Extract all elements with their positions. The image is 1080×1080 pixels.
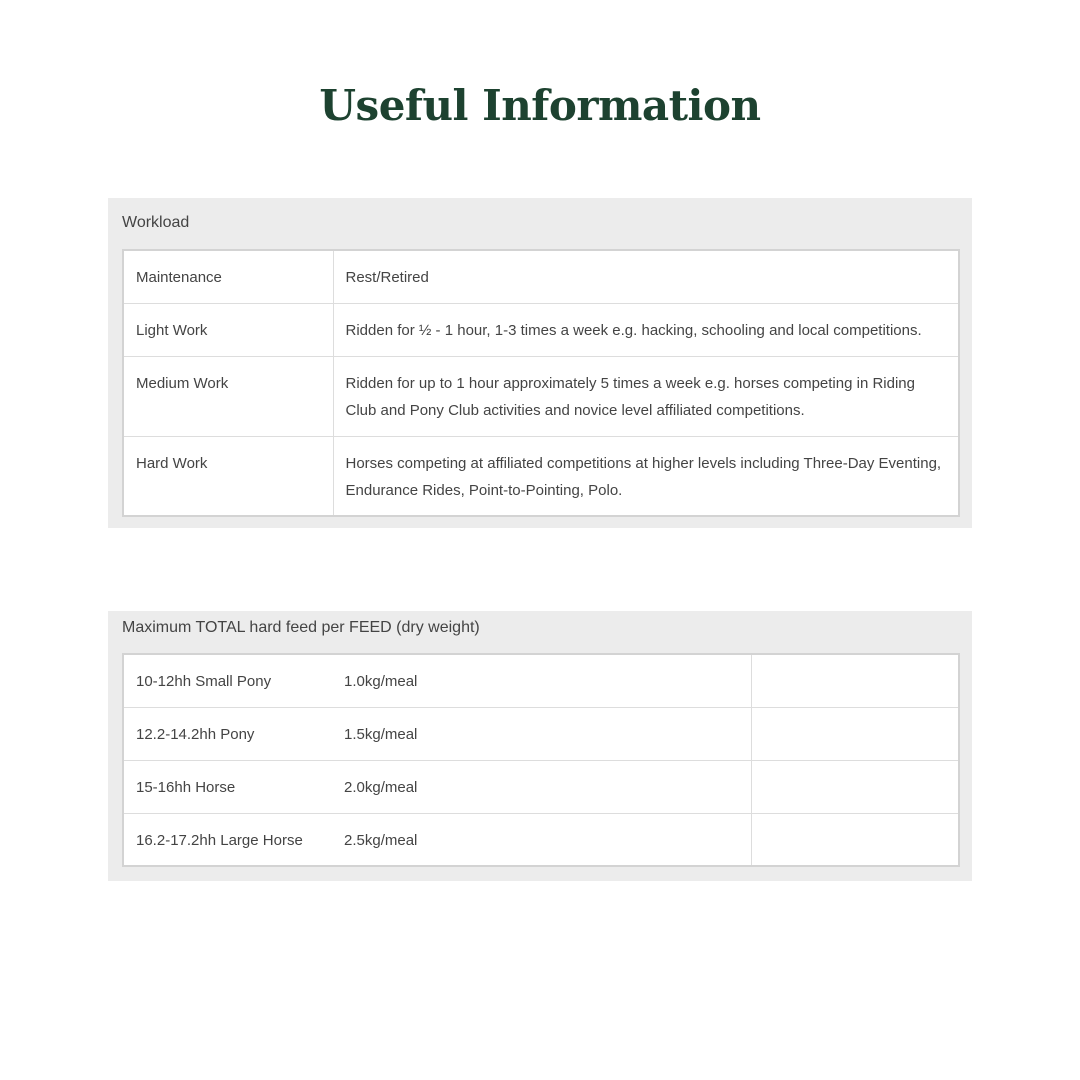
workload-table <box>122 249 960 517</box>
workload-description: Ridden for ½ - 1 hour, 1-3 times a week e.g. hacking, schooling and local competitions. <box>333 303 959 356</box>
feed-heading: Maximum TOTAL hard feed per FEED (dry weight) <box>122 619 480 636</box>
page-title: Useful Information <box>319 81 761 130</box>
feed-amount: 2.0kg/meal <box>332 760 751 813</box>
workload-description: Horses competing at affiliated competitions at higher levels including Three-Day Eventing, Endurance Rides, Point-to-Pointing, Polo. <box>333 436 959 516</box>
table-row <box>123 303 959 356</box>
feed-size: 15-16hh Horse <box>123 760 332 813</box>
table-row <box>123 760 959 813</box>
feed-amount: 1.0kg/meal <box>344 673 418 690</box>
table-row <box>123 707 959 760</box>
workload-description: Rest/Retired <box>345 269 429 286</box>
feed-amount: 2.5kg/meal <box>332 813 751 866</box>
workload-name: Medium Work <box>123 356 333 436</box>
workload-name: Maintenance <box>123 250 333 303</box>
table-row <box>123 654 959 707</box>
feed-size: 12.2-14.2hh Pony <box>123 707 332 760</box>
table-row <box>123 250 959 303</box>
feed-size: 10-12hh Small Pony <box>136 673 272 690</box>
feed-table <box>122 653 960 867</box>
table-row <box>123 813 959 866</box>
table-row <box>123 436 959 516</box>
empty-cell <box>751 760 959 813</box>
workload-name: Hard Work <box>123 436 333 516</box>
feed-size: 16.2-17.2hh Large Horse <box>123 813 332 866</box>
feed-panel <box>108 611 972 881</box>
table-row <box>123 356 959 436</box>
workload-name: Light Work <box>123 303 333 356</box>
workload-heading: Workload <box>122 214 190 231</box>
feed-amount: 1.5kg/meal <box>332 707 751 760</box>
empty-cell <box>751 813 959 866</box>
empty-cell <box>751 707 959 760</box>
workload-description: Ridden for up to 1 hour approximately 5 times a week e.g. horses competing in Riding Club and Pony Club activities and novice level affiliated competitions. <box>333 356 959 436</box>
workload-panel <box>108 198 972 528</box>
empty-cell <box>751 654 959 707</box>
